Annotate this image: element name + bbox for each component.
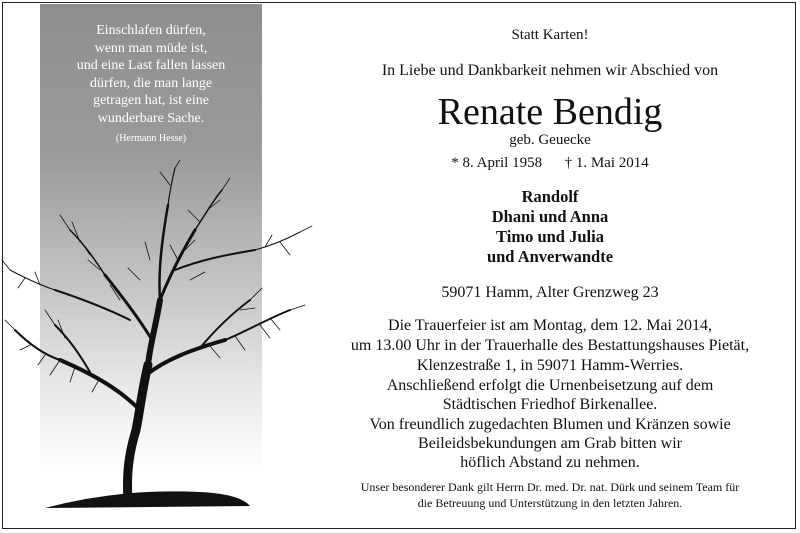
service-line: Anschließend erfolgt die Urnenbeisetzung auf dem: [386, 377, 714, 394]
poem-line: wenn man müde ist,: [94, 40, 208, 56]
mourner: Dhani und Anna: [491, 207, 609, 226]
mourner: und Anverwandte: [486, 247, 614, 266]
poem-line: dürfen, die man lange: [89, 75, 213, 91]
birth-date: * 8. April 1958: [451, 155, 543, 171]
bare-tree-illustration: [0, 160, 320, 520]
service-line: um 13.00 Uhr in der Trauerhalle des Bestattungshauses Pietät,: [350, 337, 750, 354]
poem-line: wunderbare Sache.: [97, 110, 205, 126]
intro: In Liebe und Dankbarkeit nehmen wir Abschied von: [381, 62, 719, 79]
death-date: † 1. Mai 2014: [564, 155, 649, 171]
deceased-name: Renate Bendig: [437, 91, 663, 133]
maiden-name: geb. Geuecke: [509, 132, 591, 148]
poem-line: Einschlafen dürfen,: [96, 23, 206, 38]
poem-line: getragen hat, ist eine: [93, 93, 209, 108]
address: 59071 Hamm, Alter Grenzweg 23: [441, 284, 659, 301]
service-line: Beileidsbekundungen am Grab bitten wir: [418, 435, 682, 452]
header: Statt Karten!: [511, 27, 589, 43]
mourner: Randolf: [521, 187, 579, 206]
service-line: Von freundlich zugedachten Blumen und Kränzen sowie: [369, 416, 731, 433]
service-line: Die Trauerfeier ist am Montag, dem 12. Mai 2014,: [388, 317, 712, 334]
service-line: Städtischen Friedhof Birkenallee.: [442, 396, 658, 413]
service-line: höflich Abstand zu nehmen.: [460, 454, 640, 471]
poem-author: (Hermann Hesse): [115, 133, 187, 144]
thanks-line: die Betreuung und Unterstützung in den letzten Jahren.: [417, 496, 683, 510]
life-dates: [300, 155, 800, 172]
poem-line: und eine Last fallen lassen: [76, 58, 226, 73]
service-line: Klenzestraße 1, in 59071 Hamm-Werries.: [416, 357, 684, 374]
poem: [40, 22, 262, 148]
mourner: Timo und Julia: [496, 227, 604, 246]
thanks-line: Unser besonderer Dank gilt Herrn Dr. med. Dr. nat. Dürk und seinem Team für: [360, 480, 740, 494]
